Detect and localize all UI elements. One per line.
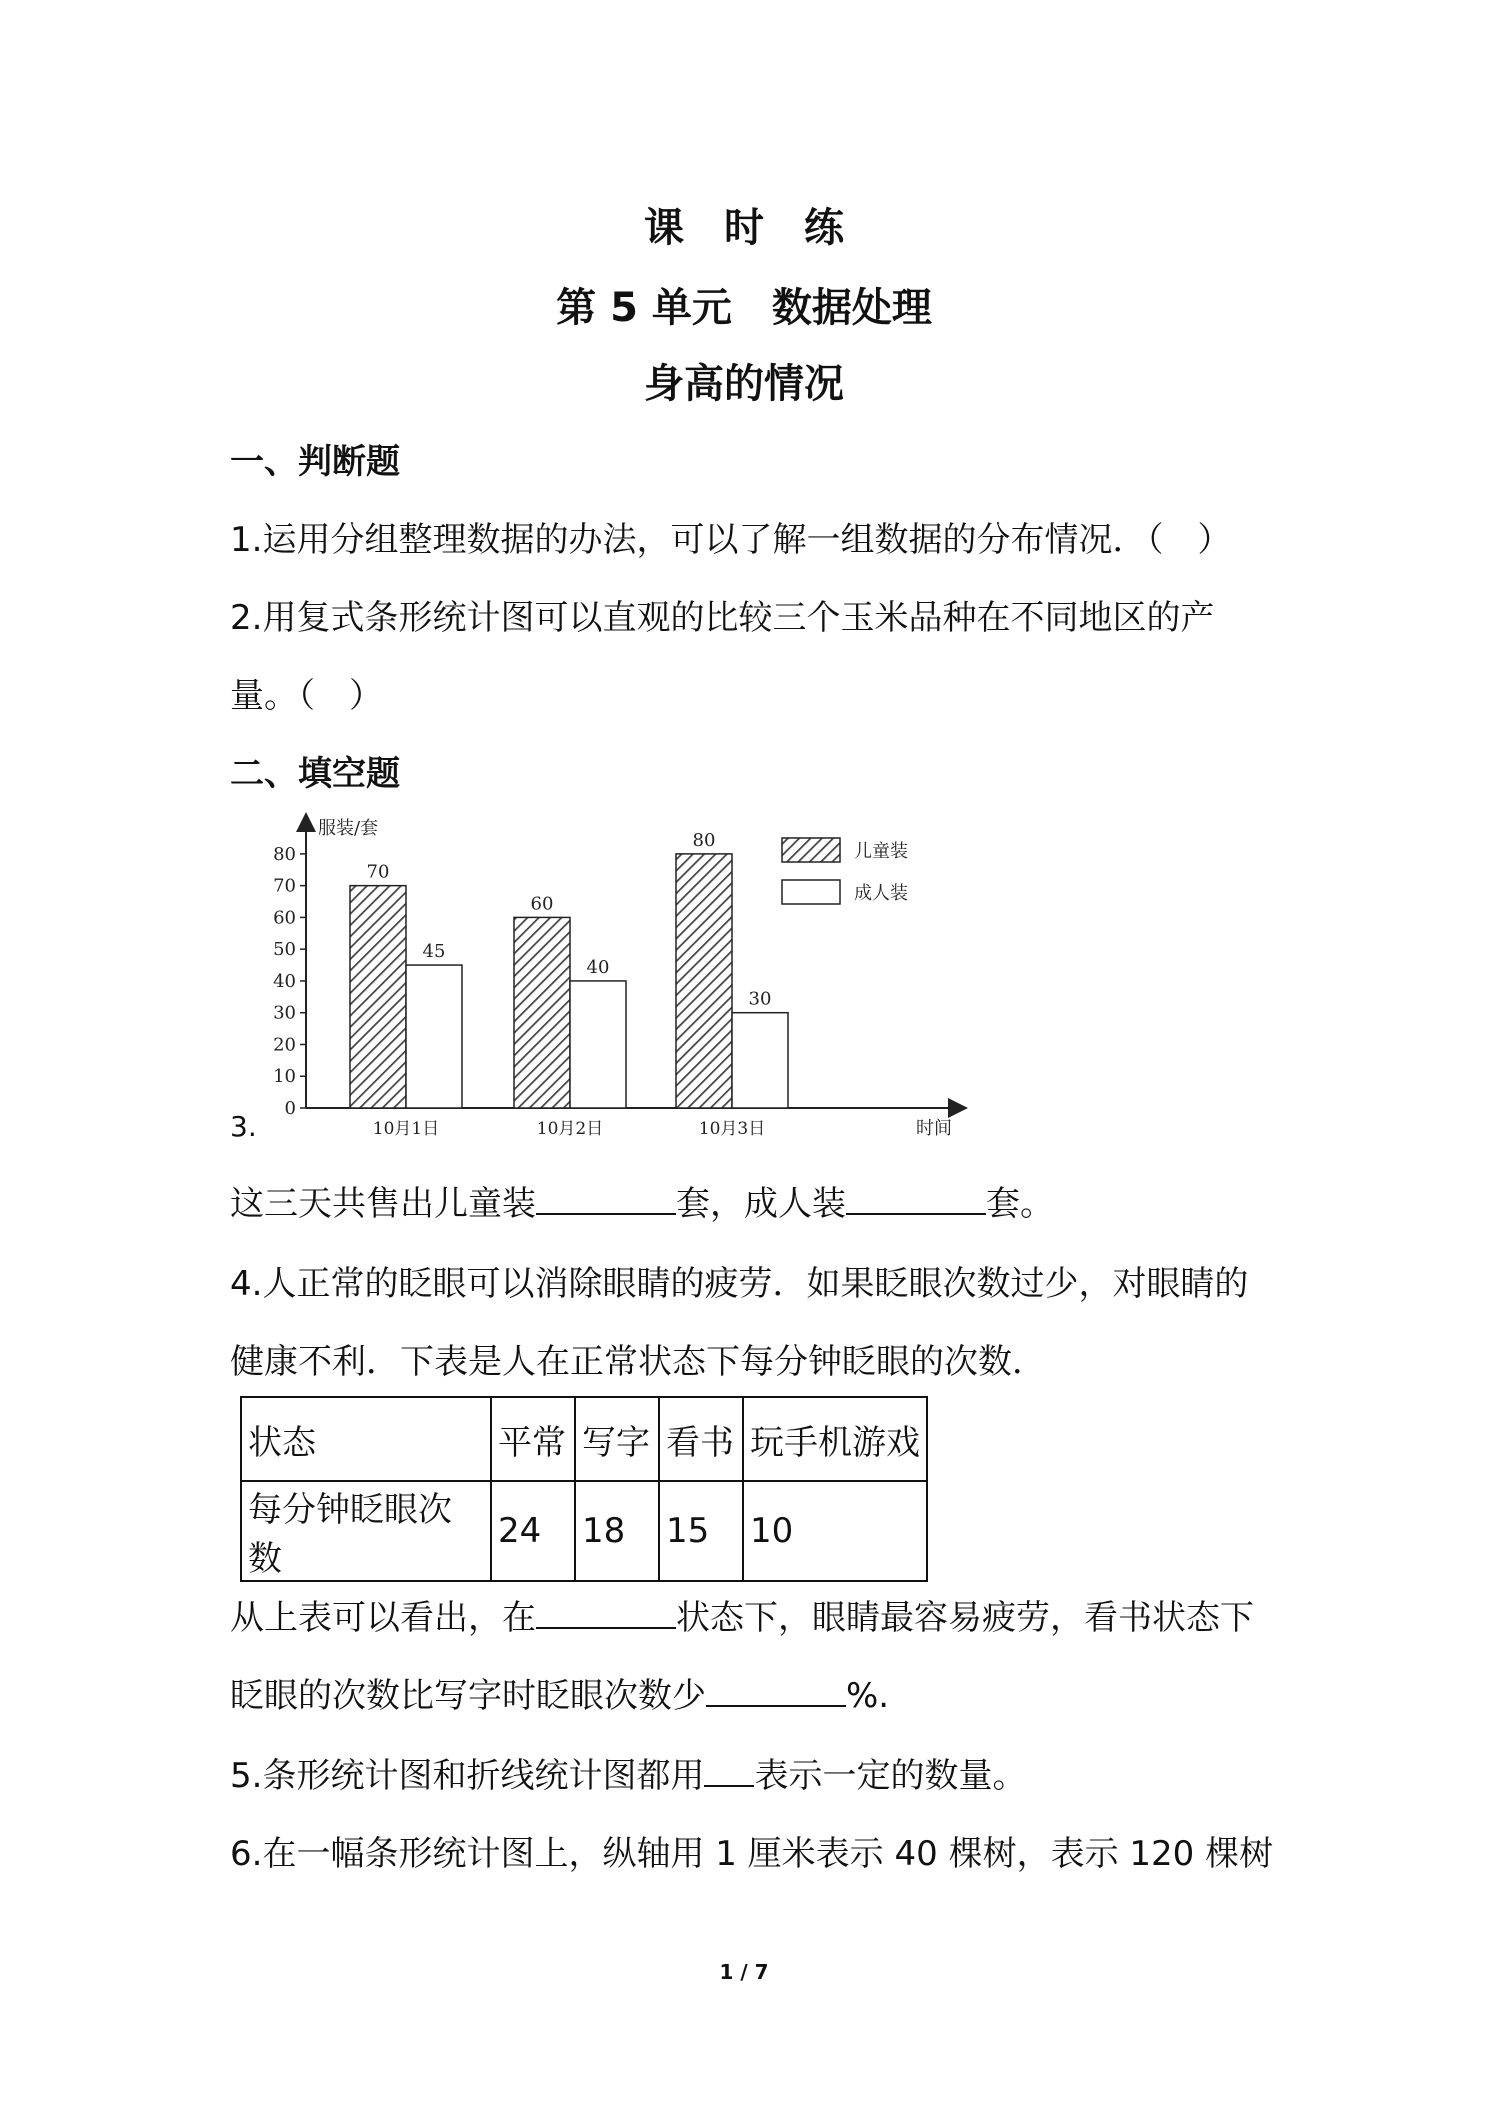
worksheet-title: 课 时 练 — [644, 205, 844, 251]
question-4-line-1: 4.人正常的眨眼可以消除眼睛的疲劳．如果眨眼次数过少，对眼睛的 — [230, 1264, 1249, 1304]
legend-label: 儿童装 — [854, 841, 908, 862]
table-cell: 看书 — [659, 1397, 743, 1481]
q4-text-d: %. — [846, 1676, 890, 1716]
table-row — [241, 1481, 927, 1581]
y-axis-label: 服装/套 — [318, 818, 379, 839]
y-tick-label: 10 — [273, 1066, 296, 1088]
question-2-line-1: 2.用复式条形统计图可以直观的比较三个玉米品种在不同地区的产 — [230, 598, 1215, 638]
unit-title: 第 5 单元 数据处理 — [556, 285, 932, 331]
bar — [570, 981, 626, 1108]
q3-text-a: 这三天共售出儿童装 — [230, 1184, 536, 1224]
section-fill-in: 二、填空题 — [230, 754, 400, 794]
bar-value-label: 70 — [366, 861, 390, 883]
q5-text-a: 5.条形统计图和折线统计图都用 — [230, 1756, 705, 1796]
y-tick-label: 70 — [273, 875, 296, 897]
bar — [676, 854, 732, 1108]
y-tick-label: 80 — [273, 843, 296, 865]
q4-blank-percent[interactable] — [706, 1673, 846, 1707]
table-cell: 15 — [659, 1481, 743, 1581]
y-tick-label: 20 — [273, 1034, 296, 1056]
legend-swatch — [782, 880, 840, 904]
table-cell: 每分钟眨眼次数 — [241, 1481, 491, 1581]
clothing-sales-chart — [240, 808, 980, 1138]
table-cell: 状态 — [241, 1397, 491, 1481]
x-axis-label: 时间 — [916, 1118, 952, 1138]
bar-value-label: 30 — [748, 988, 772, 1010]
q5-text-b: 表示一定的数量。 — [754, 1756, 1027, 1796]
table-cell: 写字 — [575, 1397, 659, 1481]
legend-swatch — [782, 838, 840, 862]
bar — [350, 886, 406, 1108]
blink-table — [240, 1396, 928, 1582]
q4-text-a: 从上表可以看出，在 — [230, 1598, 536, 1638]
x-tick-label: 10月1日 — [372, 1119, 440, 1138]
question-4-after-2 — [230, 1668, 889, 1717]
q3-text-c: 套。 — [986, 1184, 1054, 1224]
bar — [406, 965, 462, 1108]
question-4-after-1 — [230, 1590, 1254, 1639]
question-3-number: 3. — [230, 1110, 257, 1143]
q4-blank-state[interactable] — [536, 1595, 676, 1629]
table-cell: 玩手机游戏 — [743, 1397, 927, 1481]
question-4-line-2: 健康不利．下表是人在正常状态下每分钟眨眼的次数． — [230, 1342, 1046, 1382]
x-tick-label: 10月3日 — [698, 1119, 766, 1138]
y-tick-label: 60 — [273, 907, 296, 929]
lesson-title: 身高的情况 — [644, 361, 844, 407]
q3-blank-adult[interactable] — [846, 1181, 986, 1215]
bar — [514, 917, 570, 1108]
y-tick-label: 0 — [284, 1098, 296, 1119]
table-header-row — [241, 1397, 927, 1481]
legend-label: 成人装 — [854, 883, 908, 904]
section-judgement: 一、判断题 — [230, 442, 400, 482]
question-2-line-2: 量。（ ） — [230, 676, 383, 716]
table-cell: 18 — [575, 1481, 659, 1581]
table-cell: 24 — [491, 1481, 575, 1581]
q5-blank[interactable] — [704, 1753, 754, 1787]
y-tick-label: 40 — [273, 970, 296, 992]
q4-text-c: 眨眼的次数比写字时眨眼次数少 — [230, 1676, 706, 1716]
bar-value-label: 80 — [692, 829, 716, 851]
table-cell: 平常 — [491, 1397, 575, 1481]
x-tick-label: 10月2日 — [536, 1119, 604, 1138]
table-cell: 10 — [743, 1481, 927, 1581]
bar-value-label: 45 — [422, 941, 446, 963]
bar-value-label: 40 — [586, 956, 610, 978]
question-1: 1.运用分组整理数据的办法，可以了解一组数据的分布情况．（ ） — [230, 520, 1232, 560]
bar-value-label: 60 — [530, 893, 554, 915]
q3-blank-children[interactable] — [536, 1181, 676, 1215]
question-6: 6.在一幅条形统计图上，纵轴用 1 厘米表示 40 棵树，表示 120 棵树 — [230, 1834, 1274, 1874]
page-number: 1 / 7 — [719, 1960, 769, 1984]
bar — [732, 1013, 788, 1108]
y-tick-label: 30 — [273, 1002, 296, 1024]
y-tick-label: 50 — [273, 939, 296, 961]
q3-text-b: 套，成人装 — [676, 1184, 846, 1224]
question-3-text — [230, 1176, 1054, 1225]
q4-text-b: 状态下，眼睛最容易疲劳，看书状态下 — [676, 1598, 1254, 1638]
question-5 — [230, 1748, 1026, 1797]
